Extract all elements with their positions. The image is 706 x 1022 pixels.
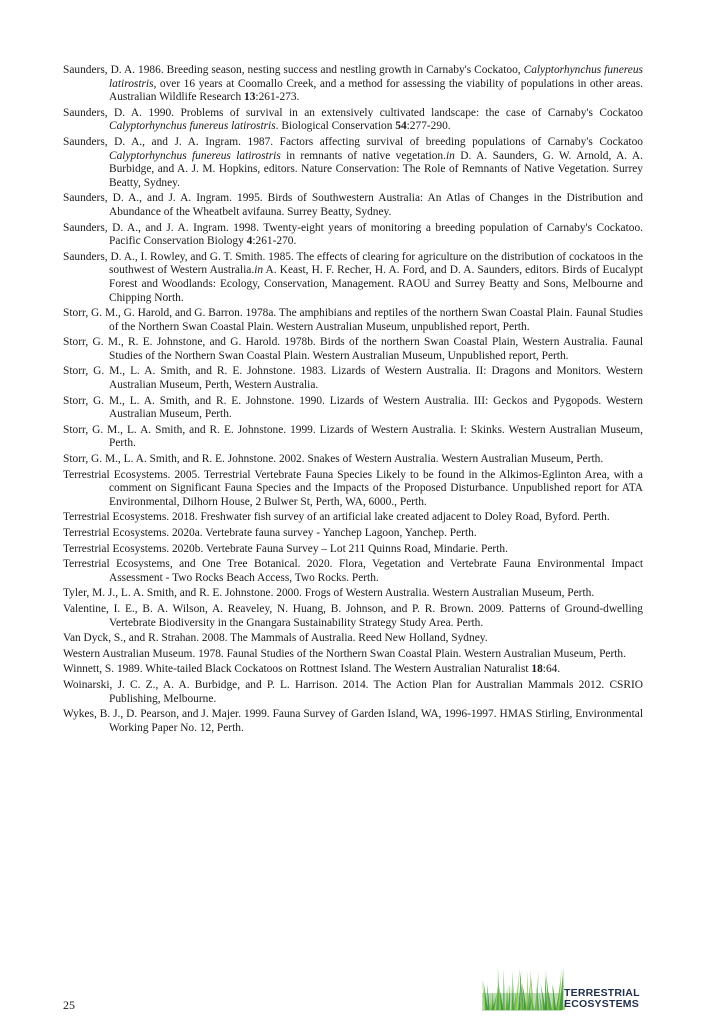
reference-text: Terrestrial Ecosystems. 2005. Terrestrial Vertebrate Fauna Species Likely to be found in the Alkimos-Eglinton Area, with a comment on Significant Fauna Species and the Impacts of the Proposed Disturbance. Unpublished report for ATA Environmental, Dilhorn House, 2 Bulwer St, Perth, WA, 6000., Perth.: [63, 468, 643, 508]
reference-entry: [63, 336, 643, 363]
reference-entry: [63, 136, 643, 190]
reference-text: Storr, G. M., L. A. Smith, and R. E. Johnstone. 1983. Lizards of Western Australia. II: Dragons and Monitors. Western Australian Museum, Perth, Western Australia.: [63, 365, 643, 392]
reference-entry: [63, 648, 643, 662]
reference-volume: 54: [395, 120, 407, 133]
reference-entry: [63, 469, 643, 510]
reference-volume: 13: [244, 91, 256, 104]
reference-text: :261-270.: [252, 235, 297, 248]
reference-text: A. Keast, H. F. Recher, H. A. Ford, and D. A. Saunders, editors. Birds of Eucalypt Forest and Woodlands: Ecology, Conservation, Management. RAOU and Surrey Beatty and Sons, Melbourne and Chipping North.: [109, 264, 643, 304]
reference-text: Saunders, D. A. 1990. Problems of survival in an extensively cultivated landscape: the case of Carnaby's Cockatoo: [63, 106, 643, 119]
reference-text: Storr, G. M., L. A. Smith, and R. E. Johnstone. 2002. Snakes of Western Australia. Western Australian Museum, Perth.: [63, 453, 604, 466]
reference-entry: [63, 708, 643, 735]
reference-italic-text: Calyptorhynchus funereus latirostris: [109, 64, 643, 90]
reference-text: Terrestrial Ecosystems. 2020a. Vertebrate fauna survey - Yanchep Lagoon, Yanchep. Perth.: [63, 527, 477, 539]
reference-text: :64.: [542, 663, 561, 676]
terrestrial-ecosystems-logo: [480, 960, 646, 1012]
reference-entry: [63, 587, 643, 601]
reference-text: Saunders, D. A. 1986. Breeding season, nesting success and nestling growth in Carnaby's Cockatoo,: [63, 64, 524, 76]
reference-entry: [63, 251, 643, 305]
reference-text: Winnett, S. 1989. White-tailed Black Cockatoos on Rottnest Island. The Western Australian Naturalist: [63, 663, 532, 676]
reference-entry: [63, 603, 643, 630]
reference-text: in remnants of native vegetation.: [280, 149, 446, 162]
reference-text: Wykes, B. J., D. Pearson, and J. Majer. 1999. Fauna Survey of Garden Island, WA, 1996-1997. HMAS Stirling, Environmental Working Paper No. 12, Perth.: [63, 708, 643, 734]
reference-italic-text: Calyptorhynchus funereus latirostris: [109, 149, 281, 162]
reference-entry: [63, 511, 643, 525]
reference-entry: [63, 558, 643, 585]
reference-entry: [63, 307, 643, 334]
reference-entry: [63, 192, 643, 219]
reference-text: , over 16 years at Coomallo Creek, and a method for assessing the viability of populations in other areas. Australian Wildlife Research: [109, 77, 643, 104]
reference-text: . Biological Conservation: [275, 120, 396, 133]
reference-text: Terrestrial Ecosystems. 2020b. Vertebrate Fauna Survey – Lot 211 Quinns Road, Mindarie. Perth.: [63, 542, 508, 555]
logo-text-line2: ECOSYSTEMS: [564, 998, 639, 1010]
reference-list: [63, 64, 643, 737]
page-number: 25: [63, 998, 75, 1012]
reference-text: Van Dyck, S., and R. Strahan. 2008. The Mammals of Australia. Reed New Holland, Sydney.: [63, 632, 488, 645]
reference-entry: [63, 107, 643, 134]
reference-text: Tyler, M. J., L. A. Smith, and R. E. Johnstone. 2000. Frogs of Western Australia. Western Australian Museum, Perth.: [63, 587, 595, 600]
logo-text-line1: TERRESTRIAL: [564, 987, 640, 999]
reference-text: Storr, G. M., G. Harold, and G. Barron. 1978a. The amphibians and reptiles of the northern Swan Coastal Plain. Faunal Studies of the Northern Swan Coastal Plain. Western Australian Museum, unpublished report, Perth.: [63, 307, 643, 333]
reference-entry: [63, 222, 643, 249]
reference-text: Woinarski, J. C. Z., A. A. Burbidge, and P. L. Harrison. 2014. The Action Plan for Australian Mammals 2012. CSRIO Publishing, Melbourne.: [63, 678, 643, 705]
reference-entry: [63, 663, 643, 677]
reference-text: Saunders, D. A., and J. A. Ingram. 1995. Birds of Southwestern Australia: An Atlas of Changes in the Distribution and Abundance of the Wheatbelt avifauna. Surrey Beatty, Sydney.: [63, 192, 643, 218]
reference-text: Saunders, D. A., and J. A. Ingram. 1987. Factors affecting survival of breeding populations of Carnaby's Cockatoo: [63, 135, 643, 148]
reference-text: :261-273.: [255, 91, 300, 104]
reference-italic-text: in: [254, 264, 264, 277]
reference-text: Saunders, D. A., I. Rowley, and G. T. Smith. 1985. The effects of clearing for agriculture on the distribution of cockatoos in the southwest of Western Australia.: [63, 250, 643, 277]
reference-entry: [63, 679, 643, 706]
reference-entry: [63, 64, 643, 105]
reference-entry: [63, 453, 643, 467]
reference-text: D. A. Saunders, G. W. Arnold, A. A. Burbidge, and A. J. M. Hopkins, editors. Nature Conservation: The Role of Remnants of Native Vegetation. Surrey Beatty, Sydney.: [109, 149, 643, 189]
reference-italic-text: in: [445, 149, 455, 162]
reference-entry: [63, 395, 643, 422]
reference-entry: [63, 632, 643, 646]
reference-entry: [63, 365, 643, 392]
reference-text: Storr, G. M., L. A. Smith, and R. E. Johnstone. 1999. Lizards of Western Australia. I: Skinks. Western Australian Museum, Perth.: [63, 423, 643, 450]
reference-entry: [63, 527, 643, 541]
reference-volume: 4: [246, 235, 253, 248]
reference-text: :277-290.: [406, 120, 451, 133]
reference-text: Valentine, I. E., B. A. Wilson, A. Reaveley, N. Huang, B. Johnson, and P. R. Brown. 2009. Patterns of Ground-dwelling Vertebrate Biodiversity in the Gnangara Sustainability Strategy Study Area. Perth.: [63, 602, 643, 629]
reference-italic-text: Calyptorhynchus funereus latirostris: [109, 120, 276, 133]
reference-entry: [63, 424, 643, 451]
reference-volume: 18: [531, 663, 543, 676]
reference-text: Storr, G. M., R. E. Johnstone, and G. Harold. 1978b. Birds of the northern Swan Coastal Plain, Western Australia. Faunal Studies of the Northern Swan Coastal Plain. Western Australian Museum, Unpublished report, Perth.: [63, 336, 643, 362]
reference-text: Saunders, D. A., and J. A. Ingram. 1998. Twenty-eight years of monitoring a breeding population of Carnaby's Cockatoo. Pacific Conservation Biology: [63, 221, 643, 248]
reference-text: Western Australian Museum. 1978. Faunal Studies of the Northern Swan Coastal Plain. Western Australian Museum, Perth.: [63, 647, 626, 660]
reference-text: Terrestrial Ecosystems, and One Tree Botanical. 2020. Flora, Vegetation and Vertebrate Fauna Environmental Impact Assessment - Two Rocks Beach Access, Two Rocks. Perth.: [63, 558, 643, 584]
reference-text: Storr, G. M., L. A. Smith, and R. E. Johnstone. 1990. Lizards of Western Australia. III: Geckos and Pygopods. Western Australian Museum, Perth.: [63, 394, 643, 421]
reference-entry: [63, 543, 643, 557]
reference-text: Terrestrial Ecosystems. 2018. Freshwater fish survey of an artificial lake created adjacent to Doley Road, Byford. Perth.: [63, 511, 610, 524]
